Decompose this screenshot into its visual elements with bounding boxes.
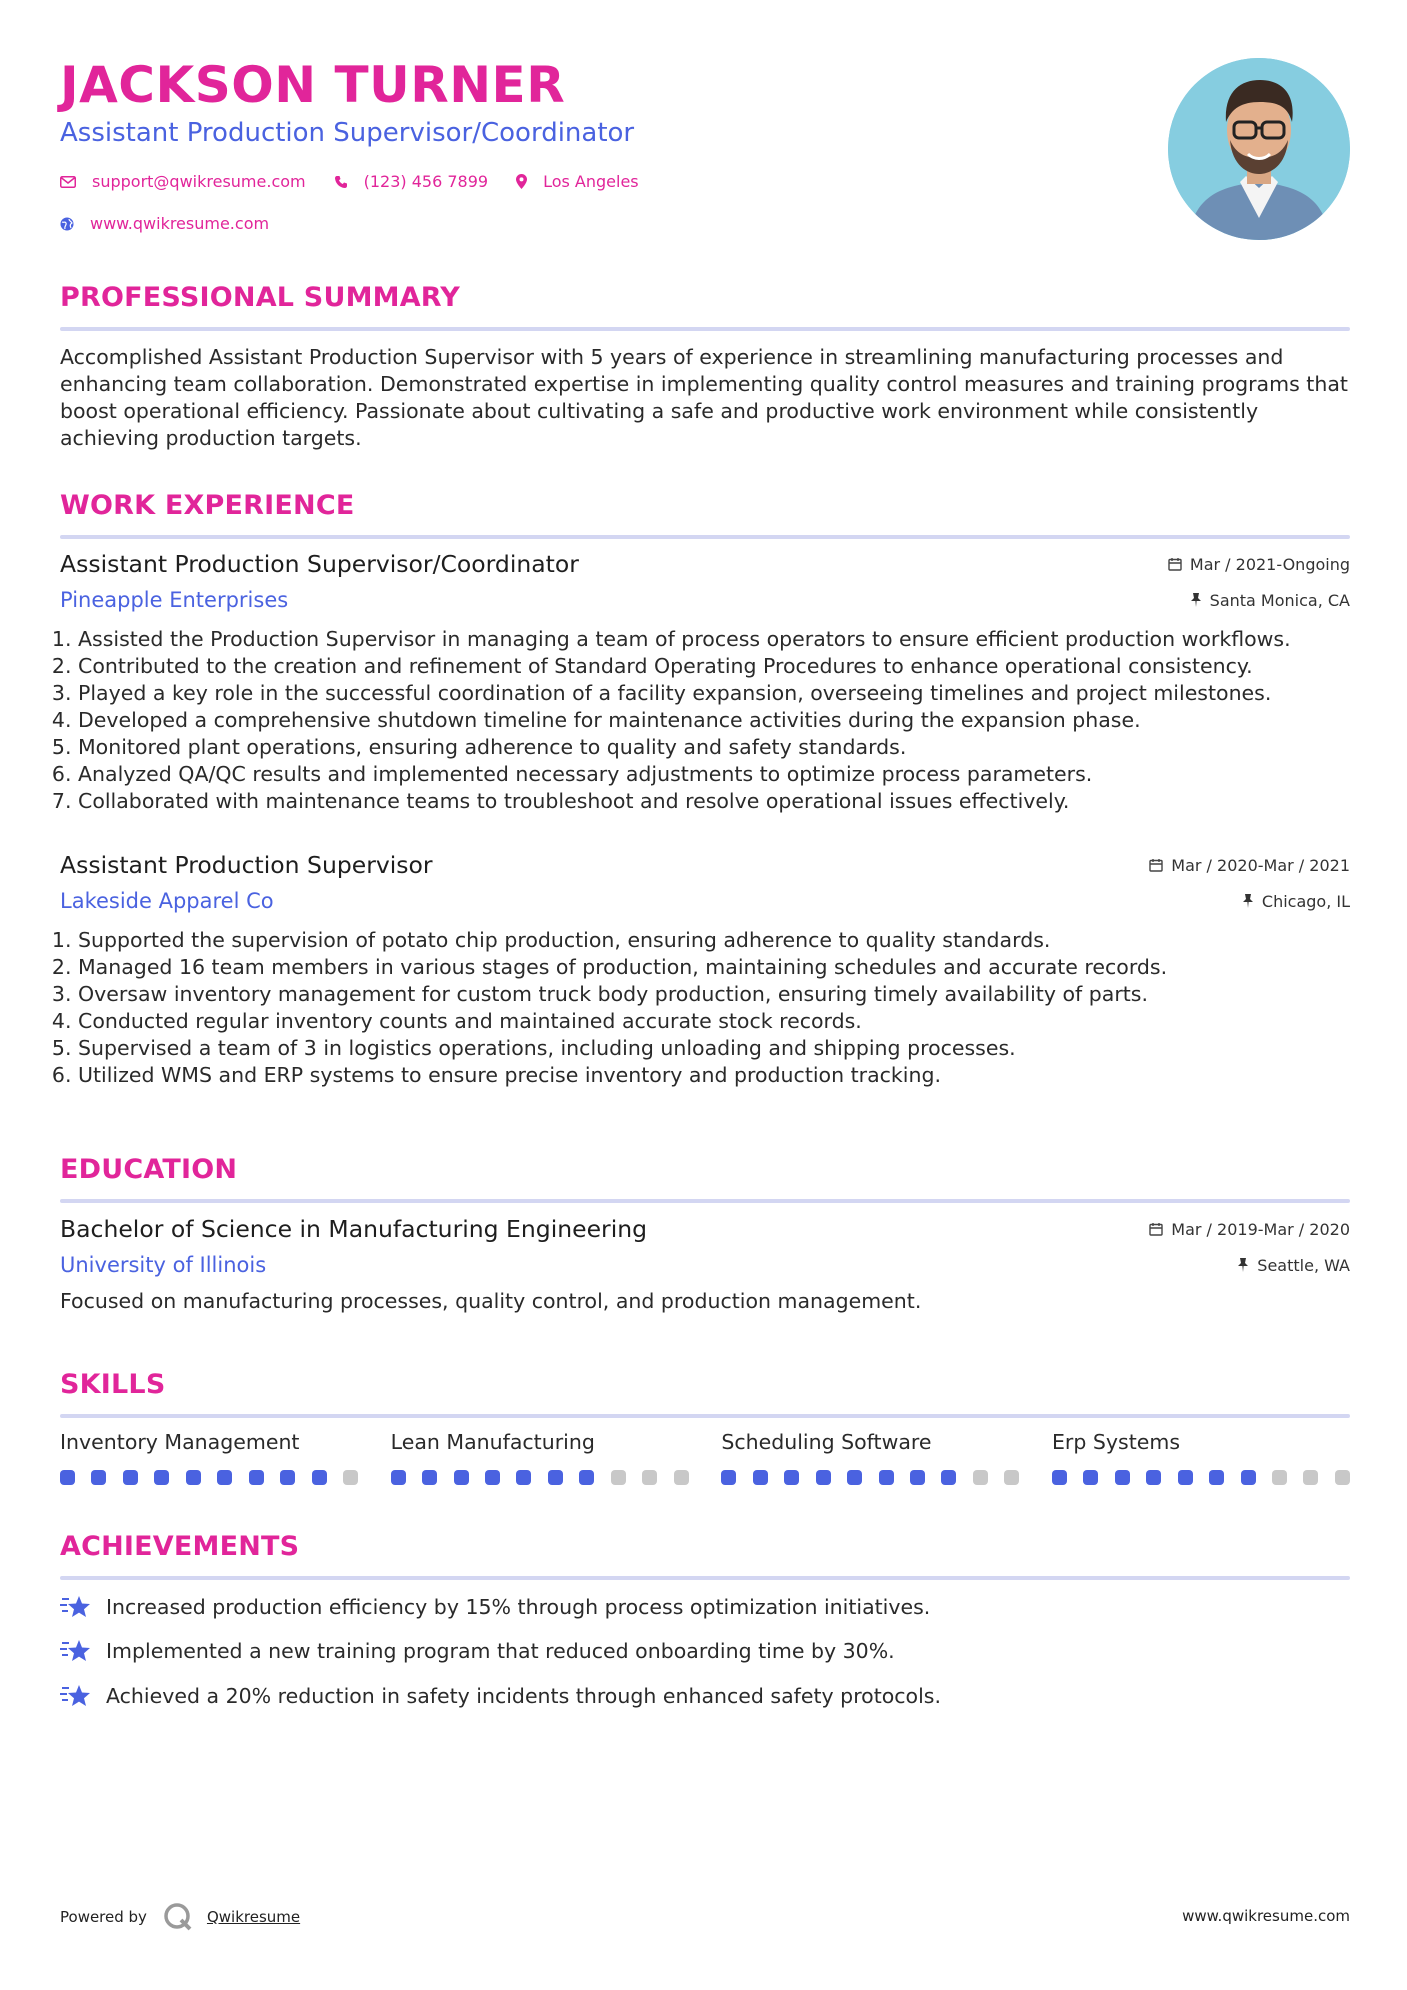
job-location [1242, 892, 1350, 911]
qwikresume-logo-icon [163, 1902, 193, 1932]
job-bullet: 1. Assisted the Production Supervisor in managing a team of process operators to ensure efficient production workflows. [78, 626, 1350, 653]
job-date [1168, 555, 1350, 574]
job-bullet: 6. Utilized WMS and ERP systems to ensure precise inventory and production tracking. [78, 1062, 1350, 1089]
skill-dot-empty [1335, 1470, 1350, 1485]
skill-rating [1052, 1470, 1350, 1485]
achievement-item [60, 1683, 1350, 1709]
skill-dot-filled [1146, 1470, 1161, 1485]
footer-url[interactable]: www.qwikresume.com [1182, 1907, 1350, 1925]
location-text: Los Angeles [543, 172, 639, 191]
section-divider [60, 1576, 1350, 1580]
job-bullet-list [60, 927, 1350, 1089]
job-company: Pineapple Enterprises [60, 588, 289, 612]
skill-dot-filled [1241, 1470, 1256, 1485]
section-divider [60, 327, 1350, 331]
calendar-icon [1168, 557, 1182, 571]
achievement-text: Implemented a new training program that reduced onboarding time by 30%. [106, 1639, 895, 1663]
skill-item [60, 1430, 358, 1485]
summary-heading: PROFESSIONAL SUMMARY [60, 282, 461, 313]
qwikresume-link[interactable]: Qwikresume [206, 1908, 301, 1926]
skill-rating [391, 1470, 689, 1485]
portrait-illustration [1168, 58, 1350, 240]
section-divider [60, 535, 1350, 539]
job-bullet: 3. Played a key role in the successful coordination of a facility expansion, overseeing timelines and project milestones. [78, 680, 1350, 707]
skill-dot-filled [721, 1470, 736, 1485]
skill-dot-filled [1083, 1470, 1098, 1485]
job-date-text: Mar / 2020-Mar / 2021 [1171, 855, 1350, 875]
skill-dot-empty [1004, 1470, 1019, 1485]
email-icon [60, 176, 76, 188]
skill-dot-empty [1303, 1470, 1318, 1485]
calendar-icon [1149, 1222, 1163, 1236]
skill-dot-filled [941, 1470, 956, 1485]
job-location-text: Santa Monica, CA [1209, 590, 1350, 610]
website-item[interactable] [60, 214, 269, 233]
skill-dot-filled [154, 1470, 169, 1485]
skill-dot-filled [217, 1470, 232, 1485]
skill-item [721, 1430, 1019, 1485]
skill-dot-filled [753, 1470, 768, 1485]
contact-row [60, 172, 667, 191]
job-role: Assistant Production Supervisor/Coordinator [60, 550, 579, 578]
job-bullet: 2. Contributed to the creation and refinement of Standard Operating Procedures to enhance operational consistency. [78, 653, 1350, 680]
job-date [1149, 856, 1350, 875]
skill-dot-filled [422, 1470, 437, 1485]
phone-item[interactable] [334, 172, 488, 191]
skill-name: Scheduling Software [721, 1430, 932, 1454]
achievement-text: Increased production efficiency by 15% through process optimization initiatives. [106, 1595, 931, 1619]
pushpin-icon [1190, 593, 1202, 607]
education-location-text: Seattle, WA [1257, 1255, 1350, 1275]
skill-name: Lean Manufacturing [390, 1430, 595, 1454]
skill-dot-empty [674, 1470, 689, 1485]
skill-dot-empty [611, 1470, 626, 1485]
education-description: Focused on manufacturing processes, quality control, and production management. [60, 1289, 922, 1313]
calendar-icon [1149, 858, 1163, 872]
skill-dot-filled [249, 1470, 264, 1485]
skill-rating [60, 1470, 358, 1485]
star-icon [60, 1683, 92, 1709]
skill-name: Erp Systems [1051, 1430, 1181, 1454]
skill-dot-empty [1272, 1470, 1287, 1485]
section-divider [60, 1199, 1350, 1203]
star-icon [60, 1638, 92, 1664]
skill-name: Inventory Management [60, 1430, 300, 1454]
skill-dot-filled [579, 1470, 594, 1485]
website-row [60, 214, 297, 233]
pushpin-icon [1237, 1258, 1249, 1272]
skill-dot-filled [548, 1470, 563, 1485]
website-text[interactable]: www.qwikresume.com [90, 214, 270, 233]
section-divider [60, 1414, 1350, 1418]
skill-dot-filled [485, 1470, 500, 1485]
skill-dot-filled [312, 1470, 327, 1485]
phone-text[interactable]: (123) 456 7899 [363, 172, 489, 191]
skill-dot-filled [280, 1470, 295, 1485]
skill-rating [721, 1470, 1019, 1485]
location-pin-icon [516, 174, 527, 189]
job-location-text: Chicago, IL [1261, 891, 1350, 911]
skill-dot-empty [642, 1470, 657, 1485]
skill-dot-filled [816, 1470, 831, 1485]
skill-item [391, 1430, 689, 1485]
skill-dot-filled [91, 1470, 106, 1485]
job-bullet-list [60, 626, 1350, 815]
skills-list [60, 1430, 1350, 1485]
education-date-text: Mar / 2019-Mar / 2020 [1171, 1219, 1350, 1239]
achievement-text: Achieved a 20% reduction in safety incidents through enhanced safety protocols. [106, 1684, 941, 1708]
job-bullet: 1. Supported the supervision of potato chip production, ensuring adherence to quality standards. [78, 927, 1350, 954]
skill-dot-filled [1115, 1470, 1130, 1485]
skill-dot-empty [973, 1470, 988, 1485]
skill-dot-filled [454, 1470, 469, 1485]
job-location [1190, 591, 1350, 610]
location-item [516, 172, 639, 191]
education-entry [60, 1215, 1350, 1313]
skill-dot-filled [186, 1470, 201, 1485]
job-bullet: 7. Collaborated with maintenance teams to troubleshoot and resolve operational issues effectively. [78, 788, 1350, 815]
summary-section-header [60, 282, 1350, 331]
phone-icon [334, 175, 348, 189]
skill-dot-filled [123, 1470, 138, 1485]
pushpin-icon [1242, 894, 1254, 908]
education-location [1237, 1256, 1350, 1275]
achievement-item [60, 1594, 1350, 1620]
skill-dot-filled [1178, 1470, 1193, 1485]
job-entry [60, 851, 1350, 1089]
job-date-text: Mar / 2021-Ongoing [1189, 554, 1350, 574]
skill-dot-filled [60, 1470, 75, 1485]
skill-dot-filled [1209, 1470, 1224, 1485]
school: University of Illinois [60, 1253, 267, 1277]
job-bullet: 4. Conducted regular inventory counts and maintained accurate stock records. [78, 1008, 1350, 1035]
achievement-item [60, 1638, 1350, 1664]
job-bullet: 4. Developed a comprehensive shutdown timeline for maintenance activities during the expansion phase. [78, 707, 1350, 734]
profile-photo [1168, 58, 1350, 240]
experience-heading: WORK EXPERIENCE [60, 490, 355, 521]
experience-section-header [60, 490, 1350, 539]
education-date [1149, 1220, 1350, 1239]
job-bullet: 3. Oversaw inventory management for custom truck body production, ensuring timely availability of parts. [78, 981, 1350, 1008]
star-icon [60, 1594, 92, 1620]
powered-by-text: Powered by [60, 1908, 147, 1926]
job-entry [60, 550, 1350, 815]
skill-dot-filled [879, 1470, 894, 1485]
skill-item [1052, 1430, 1350, 1485]
footer-powered-by [60, 1902, 300, 1932]
skill-dot-filled [847, 1470, 862, 1485]
skill-dot-filled [391, 1470, 406, 1485]
skill-dot-filled [910, 1470, 925, 1485]
skill-dot-filled [784, 1470, 799, 1485]
skills-section-header [60, 1369, 1350, 1418]
achievements-section-header [60, 1531, 1350, 1580]
job-bullet: 2. Managed 16 team members in various stages of production, maintaining schedules and accurate records. [78, 954, 1350, 981]
skill-dot-empty [343, 1470, 358, 1485]
education-section-header [60, 1154, 1350, 1203]
education-heading: EDUCATION [60, 1154, 238, 1185]
skill-dot-filled [516, 1470, 531, 1485]
globe-icon [60, 217, 74, 231]
candidate-name: JACKSON TURNER [60, 56, 566, 114]
candidate-title: Assistant Production Supervisor/Coordinator [60, 118, 635, 148]
skill-dot-filled [1052, 1470, 1067, 1485]
job-bullet: 5. Supervised a team of 3 in logistics operations, including unloading and shipping processes. [78, 1035, 1350, 1062]
job-bullet: 5. Monitored plant operations, ensuring adherence to quality and safety standards. [78, 734, 1350, 761]
job-company: Lakeside Apparel Co [60, 889, 274, 913]
achievements-heading: ACHIEVEMENTS [60, 1531, 300, 1562]
skills-heading: SKILLS [60, 1369, 166, 1400]
degree: Bachelor of Science in Manufacturing Engineering [60, 1215, 648, 1243]
job-bullet: 6. Analyzed QA/QC results and implemented necessary adjustments to optimize process parameters. [78, 761, 1350, 788]
email-text[interactable]: support@qwikresume.com [92, 172, 306, 191]
job-role: Assistant Production Supervisor [60, 851, 433, 879]
summary-text: Accomplished Assistant Production Supervisor with 5 years of experience in streamlining manufacturing processes and enhancing team collaboration. Demonstrated expertise in implementing quality control measures and training programs that boost operational efficiency. Passionate about cultivating a safe and productive work environment while consistently achieving production targets. [60, 345, 1348, 450]
email-item[interactable] [60, 172, 306, 191]
